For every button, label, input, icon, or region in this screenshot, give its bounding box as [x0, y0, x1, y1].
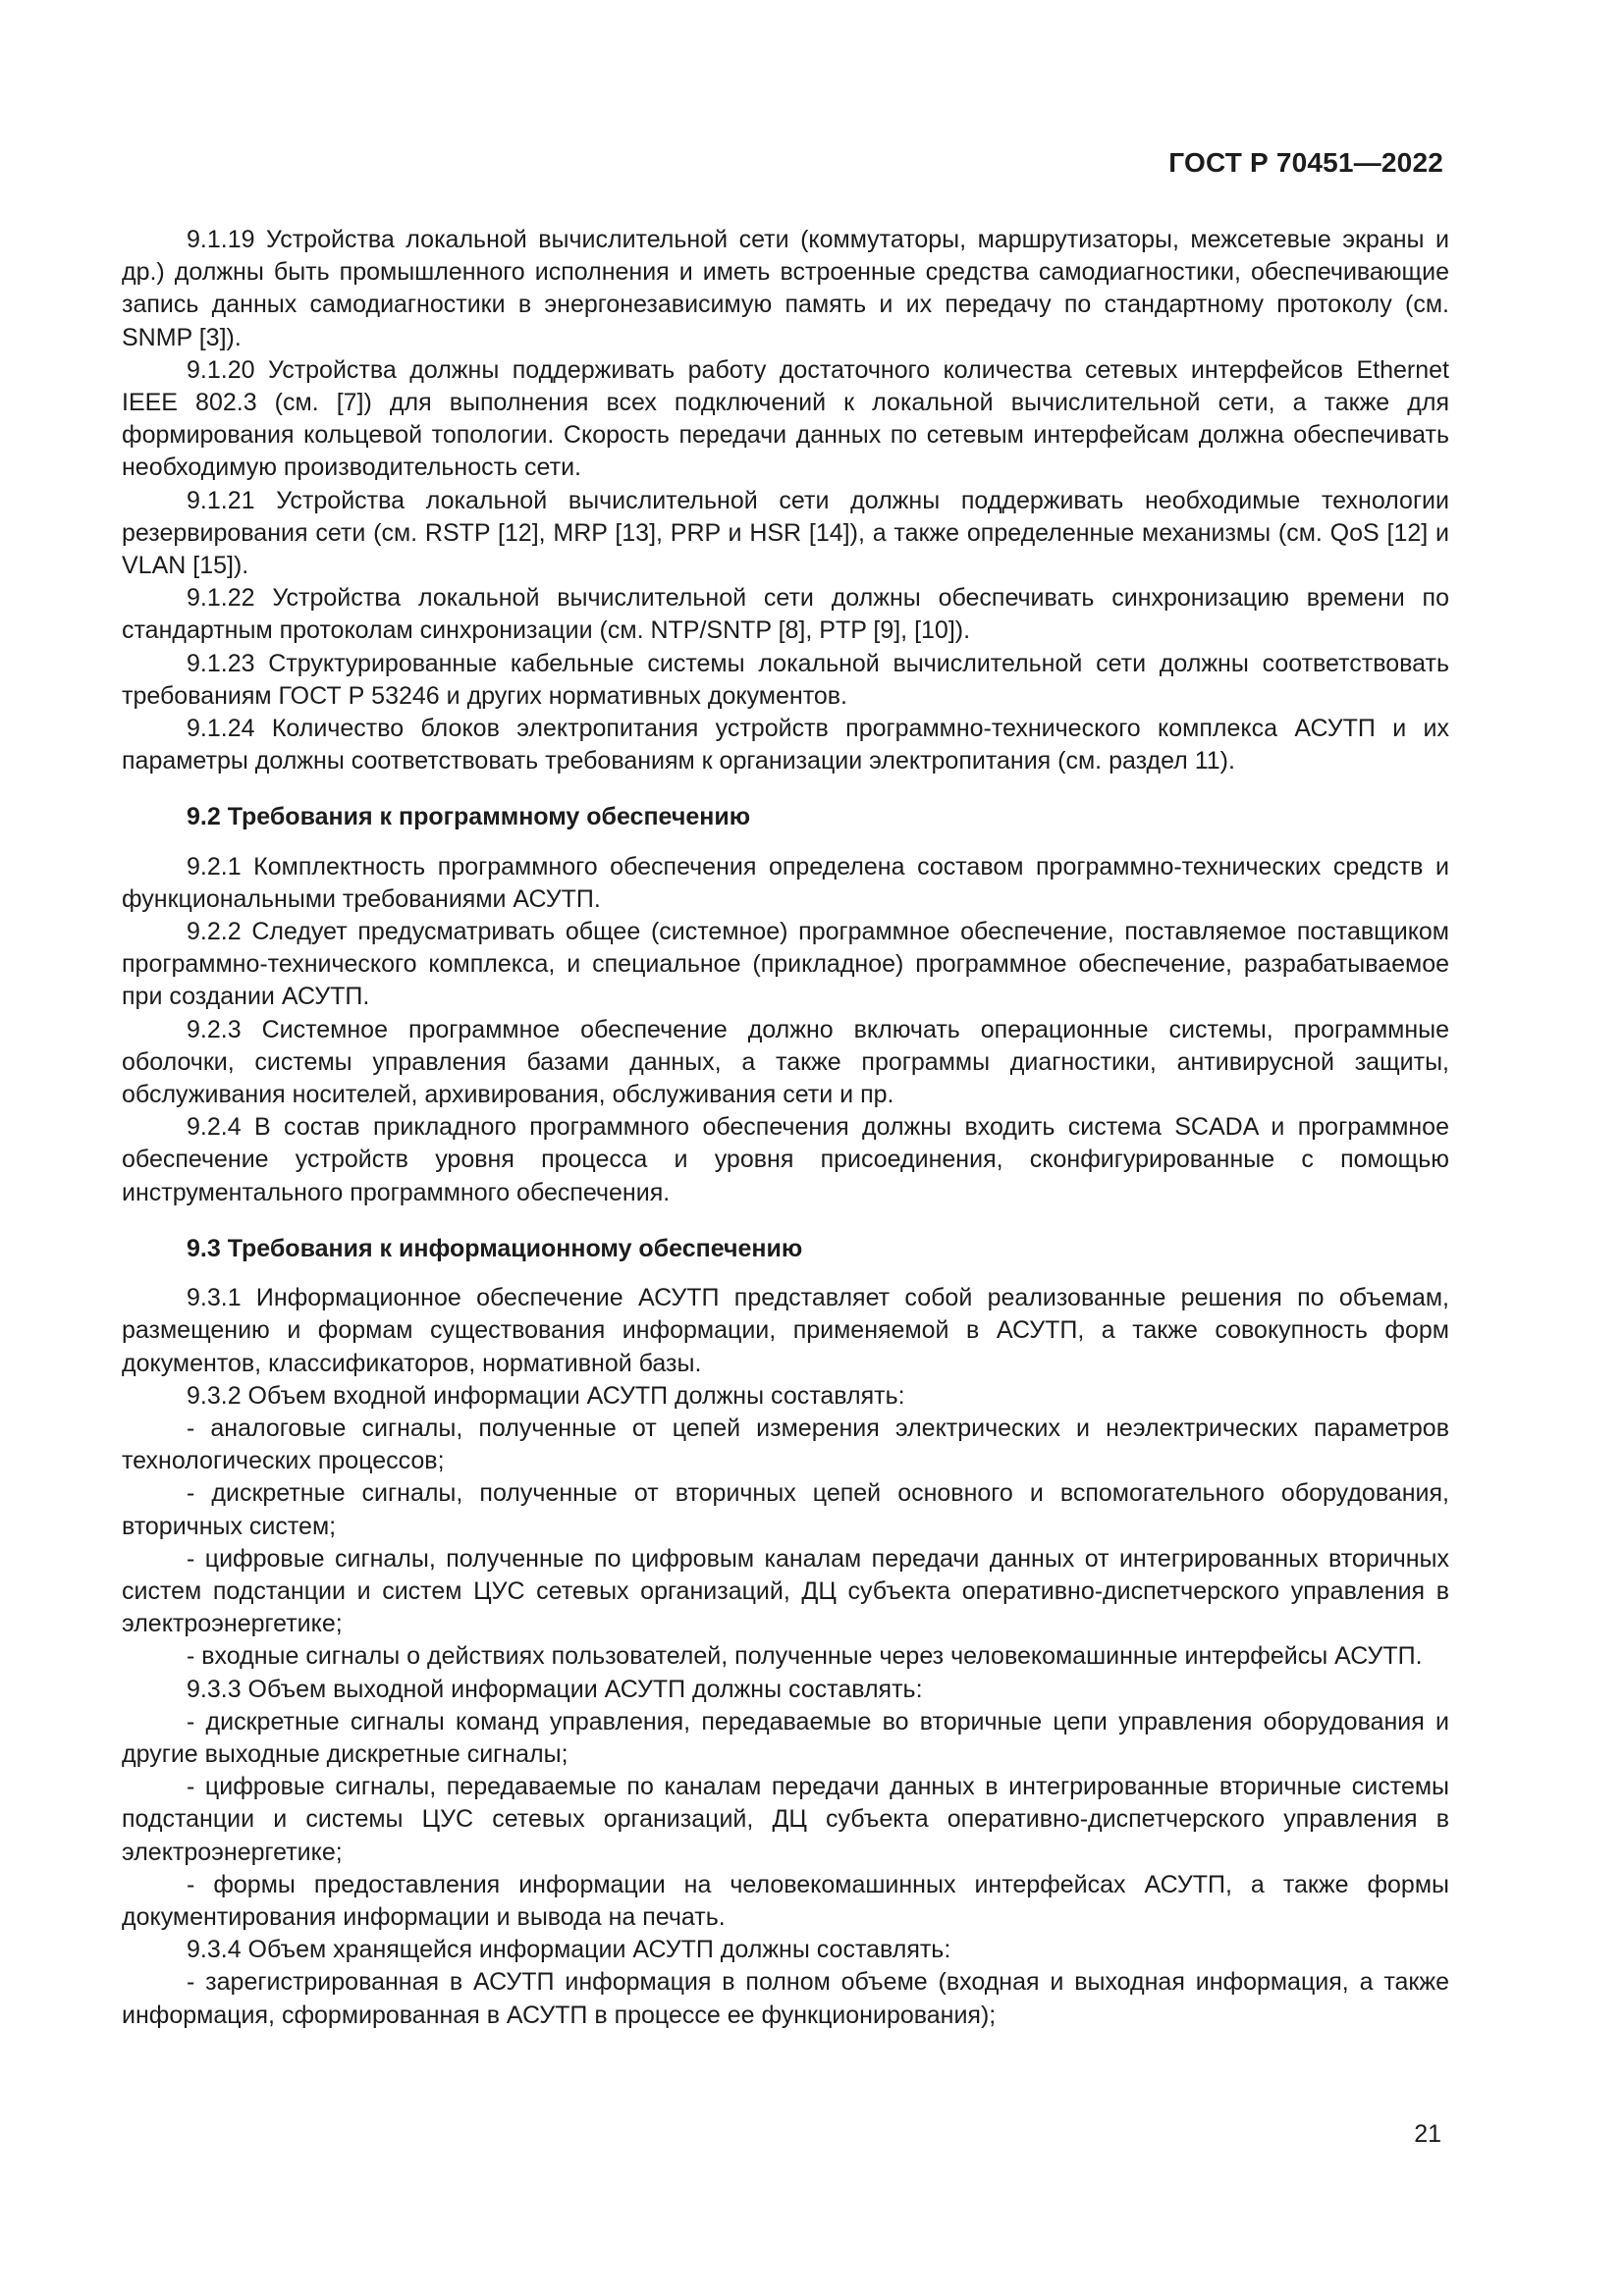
document-code: ГОСТ Р 70451—2022 [1168, 147, 1443, 178]
paragraph-9-2-1: 9.2.1 Комплектность программного обеспечения определена составом программно-технических средств и функциональными требованиями АСУТП. [122, 852, 1449, 913]
list-item: - формы предоставления информации на человекомашинных интерфейсах АСУТП, а также формы документирования информации и вывода на печать. [122, 1870, 1449, 1931]
paragraph-9-1-22: 9.1.22 Устройства локальной вычислительной сети должны обеспечивать синхронизацию времени по стандартным протоколам синхронизации (см. NTP/SNTP [8], PTP [9], [10]). [122, 584, 1449, 645]
document-body [122, 224, 1449, 2032]
paragraph-9-3-2: 9.3.2 Объем входной информации АСУТП должны составлять: [187, 1381, 905, 1410]
paragraph-9-1-19: 9.1.19 Устройства локальной вычислительной сети (коммутаторы, маршрутизаторы, межсетевые экраны и др.) должны быть промышленного исполнения и иметь встроенные средства самодиагностики, обеспечивающие запись данных самодиагностики в энергонезависимую память и их передачу по стандартному протоколу (см. SNMP [3]). [122, 226, 1449, 351]
paragraph-9-2-2: 9.2.2 Следует предусматривать общее (системное) программное обеспечение, поставляемое поставщиком программно-технического комплекса, и специальное (прикладное) программное обеспечение, разрабатываемое при создании АСУТП. [122, 918, 1449, 1011]
paragraph-9-1-21: 9.1.21 Устройства локальной вычислительной сети должны поддерживать необходимые технологии резервирования сети (см. RSTP [12], MRP [13], PRP и HSR [14]), а также определенные механизмы (см. QoS [12] и VLAN [15]). [122, 486, 1449, 580]
section-heading-9-3: 9.3 Требования к информационному обеспечению [187, 1234, 803, 1262]
page-number: 21 [1414, 2120, 1441, 2148]
paragraph-9-3-3: 9.3.3 Объем выходной информации АСУТП должны составлять: [187, 1675, 923, 1703]
paragraph-9-2-4: 9.2.4 В состав прикладного программного обеспечения должны входить система SCADA и программное обеспечение устройств уровня процесса и уровня присоединения, сконфигурированные с помощью инструментального программного обеспечения. [122, 1113, 1449, 1206]
section-heading-9-2: 9.2 Требования к программному обеспечению [187, 803, 751, 831]
paragraph-9-1-20: 9.1.20 Устройства должны поддерживать работу достаточного количества сетевых интерфейсов Ethernet IEEE 802.3 (см. [7]) для выполнения всех подключений к локальной вычислительной сети, а также для формирования кольцевой топологии. Скорость передачи данных по сетевым интерфейсам должна обеспечивать необходимую производительность сети. [122, 355, 1449, 482]
list-item: - цифровые сигналы, передаваемые по каналам передачи данных в интегрированные вторичные системы подстанции и системы ЦУС сетевых организаций, ДЦ субъекта оперативно-диспетчерского управления в электроэнергетике; [122, 1773, 1449, 1866]
paragraph-9-3-4: 9.3.4 Объем хранящейся информации АСУТП должны составлять: [187, 1936, 951, 1964]
paragraph-9-1-24: 9.1.24 Количество блоков электропитания устройств программно-технического комплекса АСУТП и их параметры должны соответствовать требованиям к организации электропитания (см. раздел 11). [122, 715, 1449, 775]
paragraph-9-1-23: 9.1.23 Структурированные кабельные системы локальной вычислительной сети должны соответствовать требованиям ГОСТ Р 53246 и других нормативных документов. [122, 649, 1449, 710]
list-item: - зарегистрированная в АСУТП информация в полном объеме (входная и выходная информация, а также информация, сформированная в АСУТП в процессе ее функционирования); [122, 1968, 1449, 2029]
list-item: - дискретные сигналы, полученные от вторичных цепей основного и вспомогательного оборудования, вторичных систем; [122, 1479, 1449, 1540]
list-item: - аналоговые сигналы, полученные от цепей измерения электрических и неэлектрических параметров технологических процессов; [122, 1414, 1449, 1475]
list-item: - дискретные сигналы команд управления, передаваемые во вторичные цепи управления оборудования и другие выходные дискретные сигналы; [122, 1707, 1449, 1768]
paragraph-9-2-3: 9.2.3 Системное программное обеспечение должно включать операционные системы, программные оболочки, системы управления базами данных, а также программы диагностики, антивирусной защиты, обслуживания носителей, архивирования, обслуживания сети и пр. [122, 1015, 1449, 1109]
list-item: - цифровые сигналы, полученные по цифровым каналам передачи данных от интегрированных вторичных систем подстанции и систем ЦУС сетевых организаций, ДЦ субъекта оперативно-диспетчерского управления в электроэнергетике; [122, 1544, 1449, 1638]
list-item: - входные сигналы о действиях пользователей, полученные через человекомашинные интерфейсы АСУТП. [187, 1642, 1423, 1671]
paragraph-9-3-1: 9.3.1 Информационное обеспечение АСУТП представляет собой реализованные решения по объемам, размещению и формам существования информации, применяемой в АСУТП, а также совокупность форм документов, классификаторов, нормативной базы. [122, 1284, 1449, 1377]
